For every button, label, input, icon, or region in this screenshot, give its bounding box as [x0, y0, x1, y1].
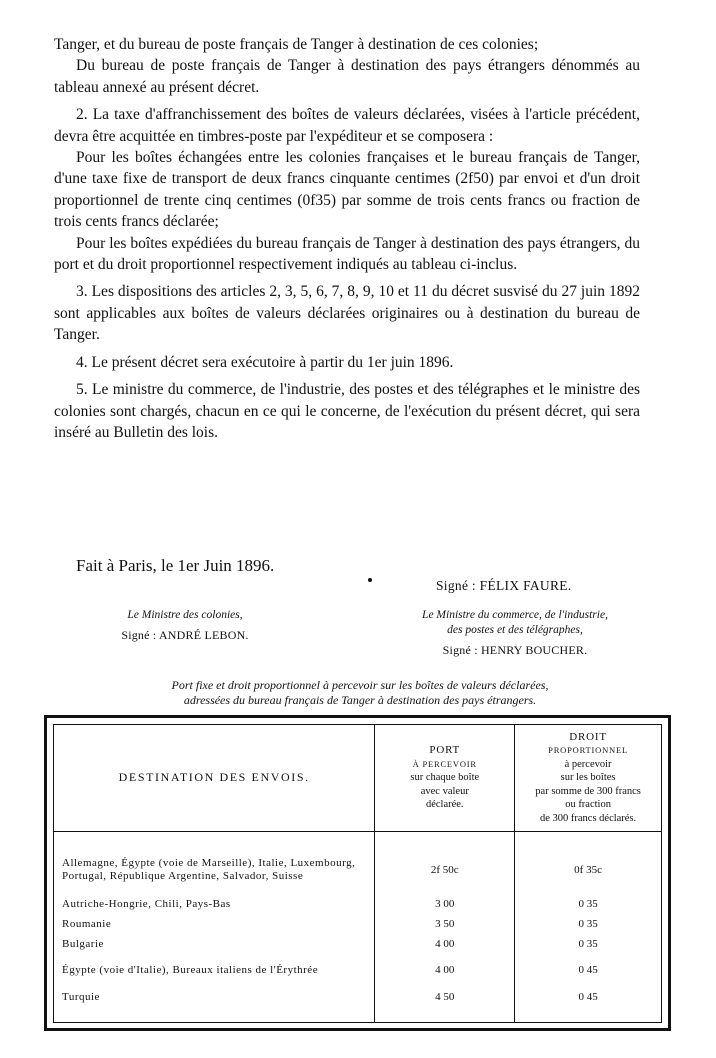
signature-president: Signé : FÉLIX FAURE.	[436, 578, 572, 593]
header-droit-line-1: PROPORTIONNEL	[548, 745, 628, 756]
header-port-title: PORT	[429, 744, 461, 757]
row-destination: Roumanie	[54, 914, 375, 934]
minister-commerce	[370, 608, 660, 658]
header-port-line-3: avec valeur	[420, 785, 469, 797]
minister-commerce-signature: Signé : HENRY BOUCHER.	[442, 643, 588, 657]
row-destination: Turquie	[54, 986, 375, 1008]
minister-colonies	[100, 608, 270, 643]
row-droit: 0 45	[515, 954, 662, 986]
table-row	[54, 894, 662, 914]
tariff-table	[53, 724, 662, 1023]
row-droit: 0 35	[515, 894, 662, 914]
table-frame	[44, 715, 671, 1031]
row-port: 2f 50c	[375, 846, 515, 894]
header-droit-line-5: ou fraction	[565, 799, 611, 811]
header-droit-line-6: de 300 francs déclarés.	[539, 812, 637, 824]
table-spacer-row	[54, 832, 662, 847]
article-2: 2. La taxe d'affranchissement des boîtes de valeurs déclarées, visées à l'article précédent, devra être acquittée en timbres-poste par l'expéditeur et se composera :	[54, 106, 640, 145]
fait-a-paris: Fait à Paris, le 1er Juin 1896.	[76, 556, 275, 575]
row-droit: 0 45	[515, 986, 662, 1008]
header-port-line-2: sur chaque boîte	[410, 772, 480, 784]
table-row	[54, 986, 662, 1008]
minister-commerce-role-2: des postes et des télégraphes,	[447, 624, 583, 636]
row-port: 4 00	[375, 954, 515, 986]
minister-commerce-role-1: Le Ministre du commerce, de l'industrie,	[422, 609, 608, 621]
article-4: 4. Le présent décret sera exécutoire à partir du 1er juin 1896.	[76, 353, 454, 371]
header-droit-title: DROIT	[569, 730, 607, 743]
header-port-line-1: À PERCEVOIR	[412, 758, 477, 769]
row-droit: 0f 35c	[515, 846, 662, 894]
minister-colonies-signature: Signé : ANDRÉ LEBON.	[121, 628, 249, 642]
article-5: 5. Le ministre du commerce, de l'industrie, des postes et des télégraphes et le ministre des colonies sont chargés, chacun en ce qui le concerne, de l'exécution du présent décret, qui sera inséré au Bulletin des lois.	[54, 381, 640, 441]
header-droit-line-4: par somme de 300 francs	[535, 785, 641, 797]
header-droit-line-3: sur les boîtes	[560, 772, 616, 784]
table-row	[54, 914, 662, 934]
table-row	[54, 934, 662, 954]
ink-dot	[368, 578, 372, 582]
header-destination-label: DESTINATION DES ENVOIS.	[118, 769, 310, 784]
row-droit: 0 35	[515, 934, 662, 954]
row-destination: Autriche-Hongrie, Chili, Pays-Bas	[54, 894, 375, 914]
row-destination: Allemagne, Égypte (voie de Marseille), Italie, Luxembourg, Portugal, République Argentine, Salvador, Suisse	[54, 846, 375, 894]
header-port-line-4: déclarée.	[425, 799, 464, 811]
table-spacer-row	[54, 1008, 662, 1023]
paragraph-continuation: Tanger, et du bureau de poste français de Tanger à destination de ces colonies;	[54, 36, 539, 53]
row-port: 4 00	[375, 934, 515, 954]
row-destination: Égypte (voie d'Italie), Bureaux italiens de l'Érythrée	[54, 954, 375, 986]
minister-colonies-role: Le Ministre des colonies,	[127, 609, 243, 621]
decree-body	[54, 34, 640, 443]
header-droit	[515, 725, 662, 832]
paragraph-foreign-tax: Pour les boîtes expédiées du bureau français de Tanger à destination des pays étrangers, du port et du droit proportionnel respectivement indiqués au tableau ci-inclus.	[54, 234, 640, 274]
row-port: 3 00	[375, 894, 515, 914]
paragraph-bureau-tanger: Du bureau de poste français de Tanger à destination des pays étrangers dénommés au tableau annexé au présent décret.	[54, 57, 640, 96]
header-droit-line-2: à percevoir	[564, 758, 612, 770]
table-caption	[60, 678, 660, 708]
paragraph-colonies-tax: Pour les boîtes échangées entre les colonies françaises et le bureau français de Tanger, d'une taxe fixe de transport de deux francs cinquante centimes (2f50) par envoi et d'un droit proportionnel de trente cinq centimes (0f35) par somme de trois cents francs ou fraction de trois cents francs déclarée;	[54, 149, 640, 231]
table-row	[54, 954, 662, 986]
header-port	[375, 725, 515, 832]
row-port: 4 50	[375, 986, 515, 1008]
row-destination: Bulgarie	[54, 934, 375, 954]
table-caption-line-2: adressées du bureau français de Tanger à destination des pays étrangers.	[183, 693, 537, 707]
table-caption-line-1: Port fixe et droit proportionnel à percevoir sur les boîtes de valeurs déclarées,	[171, 678, 549, 692]
row-port: 3 50	[375, 914, 515, 934]
table-row	[54, 846, 662, 894]
article-3: 3. Les dispositions des articles 2, 3, 5, 6, 7, 8, 9, 10 et 11 du décret susvisé du 27 juin 1892 sont applicables aux boîtes de valeurs déclarées originaires ou à destination du bureau de Tanger.	[54, 283, 640, 344]
header-destination	[54, 725, 375, 832]
row-droit: 0 35	[515, 914, 662, 934]
